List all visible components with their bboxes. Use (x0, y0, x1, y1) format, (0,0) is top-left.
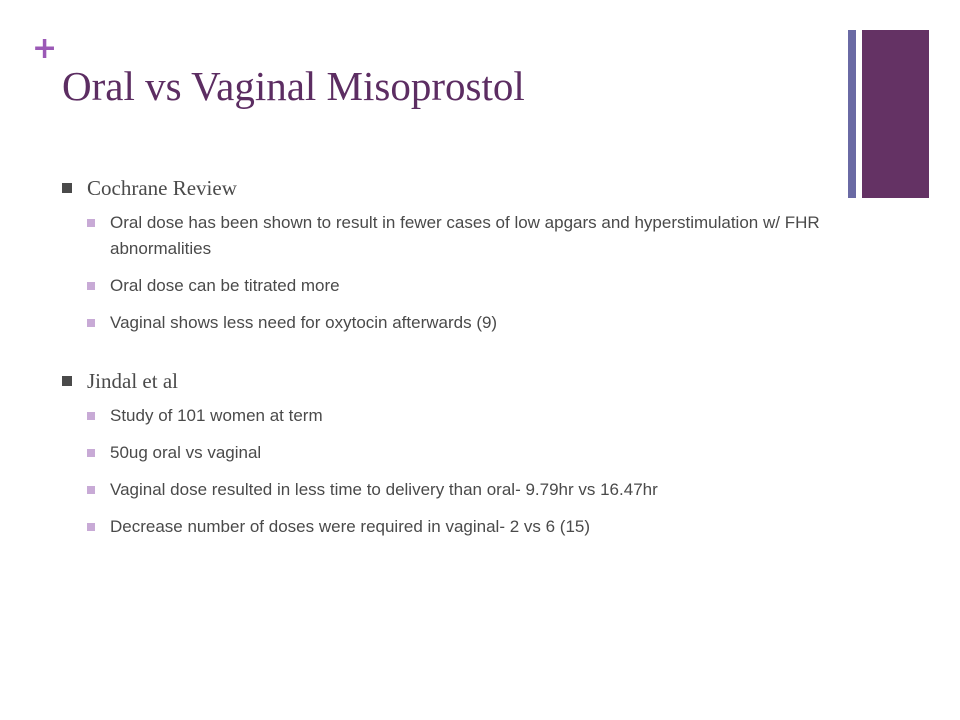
plus-icon: + (32, 31, 58, 66)
square-bullet-icon (87, 319, 95, 327)
square-bullet-icon (62, 376, 72, 386)
sub-list (87, 403, 832, 540)
square-bullet-icon (87, 523, 95, 531)
list-item-text: 50ug oral vs vaginal (110, 443, 262, 462)
square-bullet-icon (87, 219, 95, 227)
list-item (87, 210, 832, 262)
bullet-list (62, 170, 832, 551)
square-bullet-icon (87, 486, 95, 494)
section-heading: Jindal et al (87, 369, 178, 393)
section-heading: Cochrane Review (87, 176, 237, 200)
list-item-text: Study of 101 women at term (110, 406, 323, 425)
section-cochrane-review (62, 170, 832, 336)
list-item (87, 403, 832, 429)
list-item (87, 514, 832, 540)
list-item-text: Vaginal shows less need for oxytocin afterwards (9) (110, 313, 498, 332)
square-bullet-icon (87, 412, 95, 420)
list-item (87, 477, 832, 503)
list-item-text: Vaginal dose resulted in less time to delivery than oral- 9.79hr vs 16.47hr (110, 480, 658, 499)
list-item-text: Oral dose can be titrated more (110, 276, 340, 295)
list-item-text: Oral dose has been shown to result in fewer cases of low apgars and hyperstimulation w/ FHR abnormalities (110, 213, 820, 258)
square-bullet-icon (87, 282, 95, 290)
decorative-bar-thick (862, 30, 929, 198)
list-item-text: Decrease number of doses were required in vaginal- 2 vs 6 (15) (110, 517, 591, 536)
square-bullet-icon (62, 183, 72, 193)
list-item (87, 273, 832, 299)
decorative-bar-thin (848, 30, 856, 198)
square-bullet-icon (87, 449, 95, 457)
list-item (87, 310, 832, 336)
section-jindal-et-al (62, 363, 832, 540)
slide-title: Oral vs Vaginal Misoprostol (62, 63, 525, 109)
sub-list (87, 210, 832, 336)
list-item (87, 440, 832, 466)
